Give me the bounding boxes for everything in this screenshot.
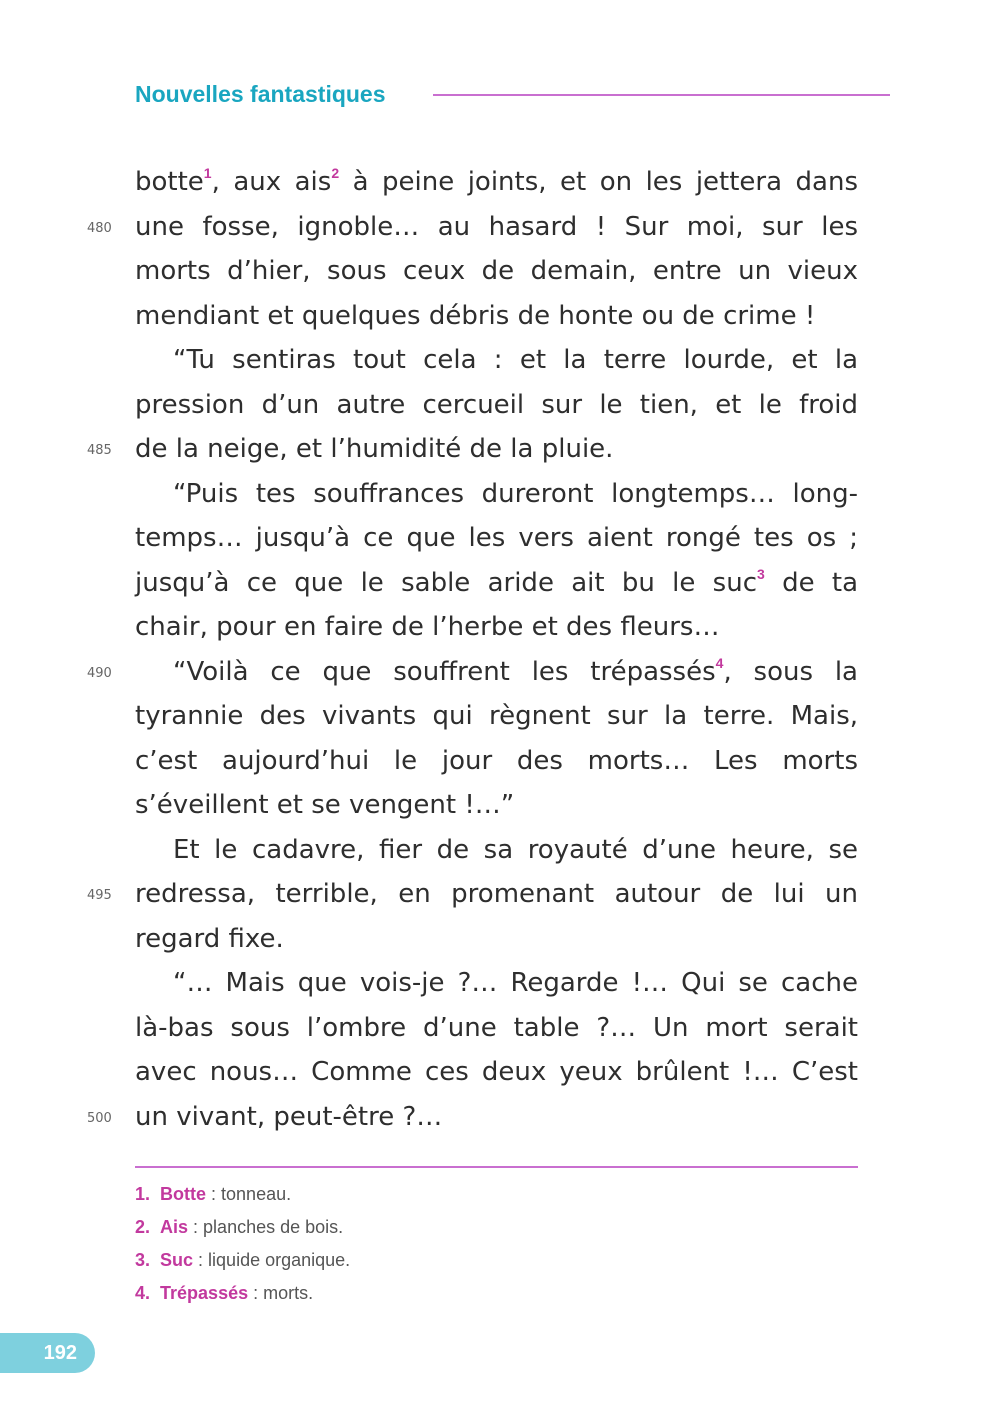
text-segment: avec nous… Comme ces deux yeux brûlent !… C’est	[135, 1057, 858, 1087]
line-number: 500	[87, 1110, 112, 1126]
text-line	[135, 561, 858, 606]
footnote-item	[135, 1213, 858, 1246]
text-segment: “… Mais que vois-je ?… Regarde !… Qui se cache	[173, 968, 858, 998]
line-number: 480	[87, 220, 112, 236]
text-line	[135, 605, 858, 650]
text-segment: c’est aujourd’hui le jour des morts… Les morts	[135, 745, 858, 776]
footnote-ref: 2	[331, 165, 340, 181]
footnote-number: 2.	[135, 1217, 151, 1237]
footnote-term: Trépassés	[160, 1283, 249, 1303]
page-number-tab	[0, 1333, 95, 1373]
line-number: 495	[87, 888, 112, 903]
footnote-definition: : tonneau.	[206, 1184, 292, 1204]
text-segment: Et le cadavre, fier de sa royauté d’une heure, se	[173, 834, 858, 865]
text-line	[135, 160, 858, 205]
text-segment: “Voilà ce que souffrent les trépassés	[173, 656, 716, 687]
text-segment: , aux ais	[211, 167, 332, 197]
text-segment: mendiant et quelques débris de honte ou de crime !	[135, 300, 816, 331]
footnote-ref: 4	[715, 654, 724, 671]
text-segment: s’éveillent et se vengent !…”	[135, 790, 515, 820]
text-segment: morts d’hier, sous ceux de demain, entre un vieux	[135, 256, 858, 286]
text-segment: botte	[135, 167, 204, 197]
text-line	[87, 650, 858, 695]
text-segment: une fosse, ignoble… au hasard ! Sur moi, sur les	[135, 211, 858, 242]
text-line	[135, 249, 858, 294]
text-segment: “Puis tes souffrances dureront longtemps… long-	[173, 478, 858, 509]
footnote-ref: 3	[757, 565, 765, 582]
text-segment: tyrannie des vivants qui règnent sur la terre. Mais,	[135, 701, 858, 731]
text-segment: là-bas sous l’ombre d’une table ?… Un mort serait	[135, 1012, 858, 1043]
footnote-term: Ais	[160, 1217, 189, 1237]
text-segment: de la neige, et l’humidité de la pluie.	[135, 434, 614, 464]
text-line	[135, 472, 858, 517]
line-number: 485	[87, 443, 112, 458]
text-line	[135, 917, 858, 962]
body-text	[87, 160, 859, 1139]
footnote-term: Suc	[160, 1250, 194, 1270]
text-line	[135, 739, 858, 784]
text-line	[135, 783, 858, 828]
text-segment: de ta	[764, 567, 859, 598]
page-number: 192	[43, 1342, 77, 1364]
footnotes	[135, 1180, 858, 1312]
footnote-item	[135, 1246, 858, 1279]
footnote-definition: : planches de bois.	[188, 1217, 344, 1237]
footnote-term: Botte	[160, 1184, 207, 1204]
text-segment: un vivant, peut-être ?…	[135, 1101, 443, 1132]
footnote-ref: 1	[203, 165, 212, 181]
footnote-number: 4.	[135, 1283, 151, 1303]
text-line	[87, 1095, 858, 1140]
footnote-number: 3.	[135, 1250, 151, 1270]
text-line	[135, 1006, 858, 1051]
text-line	[135, 294, 858, 339]
text-segment: à peine joints, et on les jettera dans	[339, 167, 858, 197]
text-line	[135, 516, 858, 561]
text-line	[135, 1050, 858, 1095]
text-segment: regard fixe.	[135, 923, 284, 954]
footnote-item	[135, 1279, 858, 1312]
text-segment: chair, pour en faire de l’herbe et des fleurs…	[135, 612, 720, 642]
text-line	[135, 828, 858, 873]
text-segment: temps… jusqu’à ce que les vers aient rongé tes os ;	[135, 523, 858, 553]
text-segment: redressa, terrible, en promenant autour de lui un	[135, 879, 858, 909]
footnote-definition: : morts.	[248, 1283, 314, 1303]
text-line	[87, 427, 858, 472]
running-header	[135, 78, 890, 110]
header-title: Nouvelles fantastiques	[135, 81, 386, 107]
header-rule	[433, 94, 890, 96]
text-segment: pression d’un autre cercueil sur le tien, et le froid	[135, 389, 858, 420]
text-line	[135, 383, 858, 428]
text-segment: “Tu sentiras tout cela : et la terre lourde, et la	[173, 345, 858, 375]
text-line	[135, 961, 858, 1006]
footnote-item	[135, 1180, 858, 1213]
text-segment: , sous la	[723, 656, 858, 687]
footnote-definition: : liquide organique.	[193, 1250, 351, 1270]
text-line	[87, 872, 858, 917]
footnote-rule	[135, 1166, 858, 1168]
text-line	[87, 205, 858, 250]
text-line	[135, 694, 858, 739]
line-number: 490	[87, 665, 112, 681]
text-segment: jusqu’à ce que le sable aride ait bu le suc	[135, 567, 757, 598]
text-line	[135, 338, 858, 383]
footnote-number: 1.	[135, 1184, 151, 1204]
